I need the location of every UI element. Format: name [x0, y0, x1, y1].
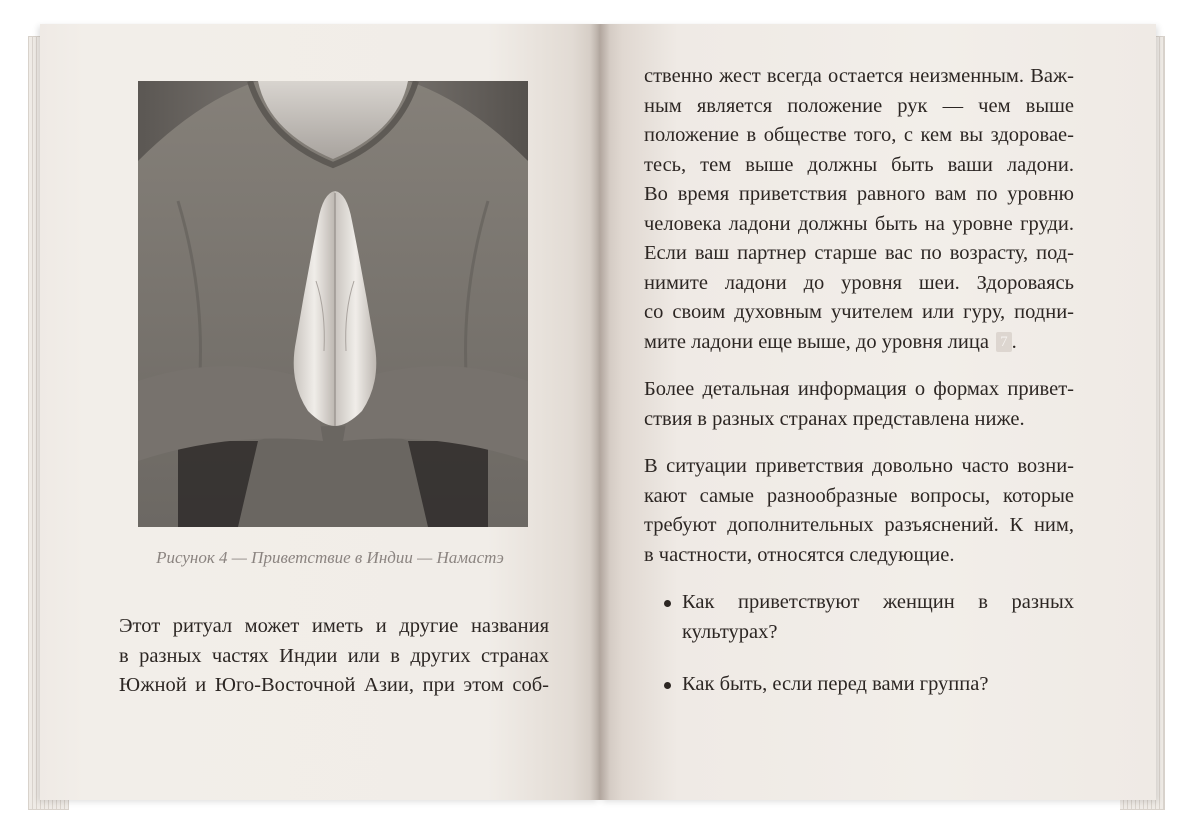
- paragraph-line: человека ладони должны быть на уровне груди.: [644, 212, 1074, 235]
- list-item: [644, 588, 1074, 647]
- paragraph-last-line: [644, 328, 1074, 358]
- left-paragraph: [119, 612, 549, 701]
- paragraph-line: Южной и Юго-Восточной Азии, при этом соб-: [119, 674, 549, 696]
- paragraph-line: Более детальная информация о формах привет-: [644, 378, 1074, 400]
- bullet-list: [644, 588, 1074, 700]
- figure-caption: Рисунок 4 — Приветствие в Индии — Намастэ: [156, 548, 504, 567]
- paragraph-line: тесь, тем выше должны быть ваши ладони.: [644, 153, 1074, 176]
- paragraph-line: со своим духовным учителем или гуру, подни-: [644, 301, 1074, 323]
- bullet-icon: [664, 600, 671, 607]
- paragraph-line: ственно жест всегда остается неизменным. Важ-: [644, 65, 1074, 87]
- footnote-reference[interactable]: 7: [996, 332, 1012, 352]
- paragraph-line: В ситуации приветствия довольно часто возни-: [644, 455, 1074, 477]
- list-item: [644, 670, 1074, 700]
- paragraph-line: ным является положение рук — чем выше: [644, 94, 1074, 117]
- paragraph-line: в разных частях Индии или в других странах: [119, 644, 549, 667]
- namaste-photo: [138, 81, 528, 527]
- list-item-line: Как приветствуют женщин в разных: [682, 591, 1074, 613]
- paragraph-line: мите ладони еще выше, до уровня лица: [644, 330, 989, 353]
- list-item-line: культурах?: [682, 620, 778, 643]
- right-page-text: [644, 62, 1074, 723]
- paragraph-2: [644, 375, 1074, 434]
- paragraph-line: ствия в разных странах представлена ниже.: [644, 407, 1025, 430]
- paragraph-1: [644, 62, 1074, 357]
- paragraph-line: Этот ритуал может иметь и другие названия: [119, 615, 549, 637]
- paragraph-line: положение в обществе того, с кем вы здоровае-: [644, 124, 1074, 146]
- left-page: [40, 24, 600, 800]
- namaste-photo-image: [138, 81, 528, 527]
- bullet-icon: [664, 682, 671, 689]
- paragraph-3: [644, 452, 1074, 570]
- paragraph-line: кают самые разнообразные вопросы, которые: [644, 484, 1074, 507]
- paragraph-line: требуют дополнительных разъяснений. К ним,: [644, 514, 1074, 536]
- paragraph-line: Если ваш партнер старше вас по возрасту, под-: [644, 242, 1074, 264]
- paragraph-end-punctuation: .: [1011, 330, 1017, 353]
- paragraph-line: нимите ладони до уровня шеи. Здороваясь: [644, 271, 1074, 294]
- paragraph-line: Во время приветствия равного вам по уровню: [644, 183, 1074, 205]
- list-item-line: Как быть, если перед вами группа?: [682, 673, 989, 695]
- paragraph-line: в частности, относятся следующие.: [644, 543, 955, 566]
- right-page: [600, 24, 1156, 800]
